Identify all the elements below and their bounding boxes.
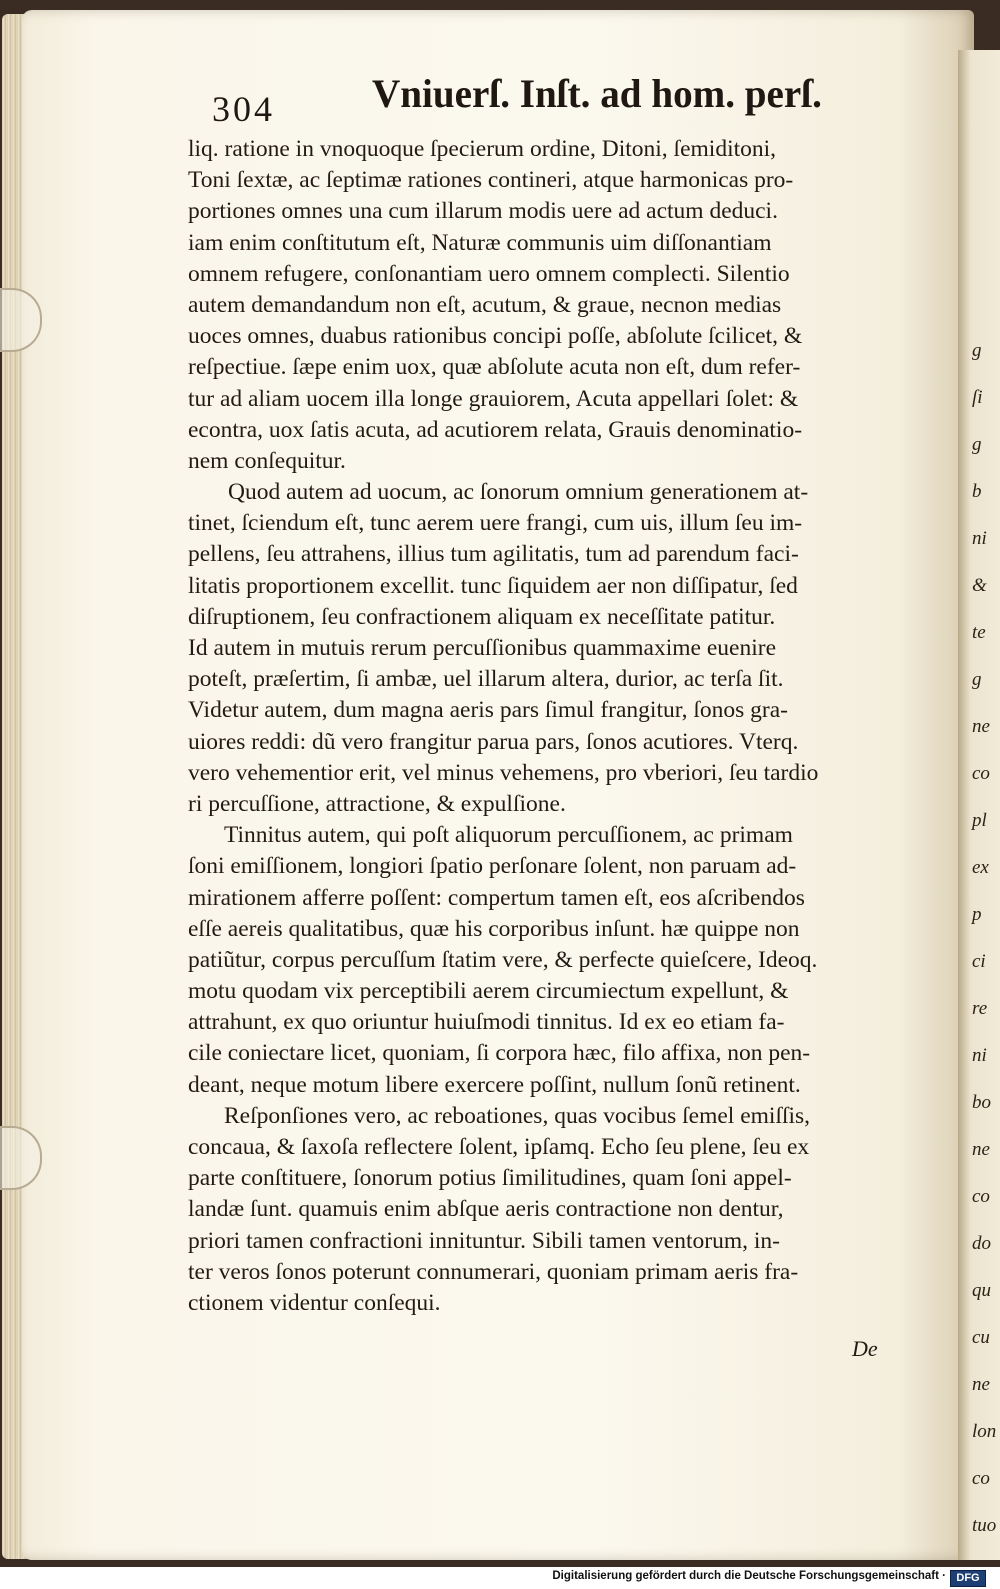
facing-page-fragment: ni xyxy=(972,1045,987,1066)
text-line: tinet, ſciendum eſt, tunc aerem uere frangi, cum uis, illum ſeu im- xyxy=(188,510,803,537)
facing-page-fragment: b xyxy=(972,481,982,502)
facing-page-fragment: ex xyxy=(972,857,989,878)
text-line: liq. ratione in vnoquoque ſpecierum ordine, Ditoni, ſemiditoni, xyxy=(188,136,777,162)
digitization-footer xyxy=(0,1567,1000,1589)
facing-page-fragment: bo xyxy=(972,1092,991,1113)
text-line: patiũtur, corpus percuſſum ſtatim vere, & perfecte quieſcere, Ideoq. xyxy=(188,946,818,973)
facing-page-fragment: g xyxy=(972,434,982,455)
facing-page-fragment: co xyxy=(972,1468,990,1489)
text-line: cile coniectare licet, quoniam, ſi corpora hæc, filo affixa, non pen- xyxy=(188,1040,811,1067)
funding-credit: Digitalisierung gefördert durch die Deutsche Forschungsgemeinschaft · xyxy=(552,1570,946,1582)
running-title: Vniuerſ. Inſt. ad hom. perſ. xyxy=(372,71,822,116)
text-line: eſſe aereis qualitatibus, quæ his corporibus inſunt. hæ quippe non xyxy=(188,915,800,942)
facing-page-fragment: ci xyxy=(972,951,986,972)
facing-page-edge xyxy=(958,50,1000,1560)
text-line: priori tamen confractioni innituntur. Sibili tamen ventorum, in- xyxy=(188,1227,780,1254)
text-line: ri percuſſione, attractione, & expulſione. xyxy=(188,790,566,817)
text-line: Reſponſiones vero, ac reboationes, quas vocibus ſemel emiſſis, xyxy=(224,1102,811,1129)
text-line: iam enim conſtitutum eſt, Naturæ communis uim diſſonantiam xyxy=(188,229,772,256)
text-line: mirationem afferre poſſent: compertum tamen eſt, eos aſcribendos xyxy=(188,884,805,911)
text-line: uoces omnes, duabus rationibus concipi poſſe, abſolute ſcilicet, & xyxy=(188,323,803,350)
text-line: Tinnitus autem, qui poſt aliquorum percuſſionem, ac primam xyxy=(224,822,793,849)
text-line: ctionem videntur conſequi. xyxy=(188,1289,441,1316)
text-line: Videtur autem, dum magna aeris pars ſimul frangitur, ſonos gra- xyxy=(188,697,788,724)
text-line: vero vehementior erit, vel minus vehemens, pro vberiori, ſeu tardio xyxy=(188,759,819,786)
facing-page-fragment: te xyxy=(972,622,986,643)
facing-page-fragment: cu xyxy=(972,1327,990,1348)
facing-page-fragment: do xyxy=(972,1233,991,1254)
facing-page-fragment: p xyxy=(972,904,982,925)
facing-page-fragment: co xyxy=(972,763,990,784)
text-line: litatis proportionem excellit. tunc ſiquidem aer non diſſipatur, ſed xyxy=(188,572,798,599)
text-line: deant, neque motum libere exercere poſſint, nullum ſonũ retinent. xyxy=(188,1071,801,1098)
facing-page-fragment: ni xyxy=(972,528,987,549)
text-line: Toni ſextæ, ac ſeptimæ rationes contineri, atque harmonicas pro- xyxy=(188,167,794,194)
facing-page-fragment: ne xyxy=(972,1374,990,1395)
facing-page-fragment: ſi xyxy=(972,387,983,408)
facing-page-fragment: pl xyxy=(972,810,987,831)
facing-page-fragment: co xyxy=(972,1186,990,1207)
text-line: attrahunt, ex quo oriuntur huiuſmodi tinnitus. Id ex eo etiam fa- xyxy=(188,1009,785,1036)
facing-page-fragment: tuo xyxy=(972,1515,997,1536)
text-line: concaua, & ſaxoſa reflectere ſolent, ipſamq. Echo ſeu plene, ſeu ex xyxy=(188,1134,810,1160)
text-line: autem demandandum non eſt, acutum, & graue, necnon medias xyxy=(188,291,782,318)
running-head xyxy=(212,70,832,130)
facing-page-fragment: re xyxy=(972,998,988,1019)
text-line: Id autem in mutuis rerum percuſſionibus quammaxime euenire xyxy=(188,635,776,661)
text-line: pellens, ſeu attrahens, illius tum agilitatis, tum ad parendum faci- xyxy=(188,541,799,568)
text-line: nem conſequitur. xyxy=(188,447,346,474)
page-number: 304 xyxy=(212,89,275,129)
text-line: parte conſtituere, ſonorum potius ſimilitudines, quam ſoni appel- xyxy=(188,1165,792,1192)
body-text xyxy=(188,134,933,1319)
text-line: tur ad aliam uocem illa longe grauiorem, Acuta appellari ſolet: & xyxy=(188,385,799,412)
facing-page-fragment: ne xyxy=(972,1139,990,1160)
text-line: econtra, uox ſatis acuta, ad acutiorem relata, Grauis denominatio- xyxy=(188,416,803,443)
facing-page-fragment: g xyxy=(972,340,982,361)
text-line: uiores reddi: dũ vero frangitur parua pars, ſonos acutiores. Vterq. xyxy=(188,728,799,755)
text-line: diſruptionem, ſeu confractionem aliquam ex neceſſitate patitur. xyxy=(188,603,776,630)
facing-page-fragment: & xyxy=(972,575,987,596)
facing-page-fragment: g xyxy=(972,669,982,690)
text-line: omnem refugere, conſonantiam uero omnem complecti. Silentio xyxy=(188,260,790,287)
facing-page-fragment: qu xyxy=(972,1280,991,1301)
text-line: ter veros ſonos poterunt connumerari, quoniam primam aeris fra- xyxy=(188,1258,799,1285)
text-line: reſpectiue. ſæpe enim uox, quæ abſolute acuta non eſt, dum refer- xyxy=(188,354,801,381)
text-line: motu quodam vix perceptibili aerem circumiectum expellunt, & xyxy=(188,978,789,1005)
text-line: Quod autem ad uocum, ac ſonorum omnium generationem at- xyxy=(228,479,809,506)
text-line: poteſt, præſertim, ſi ambæ, uel illarum altera, durior, ac terſa ſit. xyxy=(188,666,784,693)
facing-page-fragment: ne xyxy=(972,716,990,737)
catchword: De xyxy=(852,1336,878,1361)
facing-page-fragment: lon xyxy=(972,1421,997,1442)
text-line: portiones omnes una cum illarum modis uere ad actum deduci. xyxy=(188,198,778,225)
text-line: landæ ſunt. quamuis enim abſque aeris contractione non dentur, xyxy=(188,1196,784,1223)
text-line: ſoni emiſſionem, longiori ſpatio perſonare ſolent, non paruam ad- xyxy=(188,853,797,880)
dfg-logo: DFG xyxy=(950,1570,986,1587)
